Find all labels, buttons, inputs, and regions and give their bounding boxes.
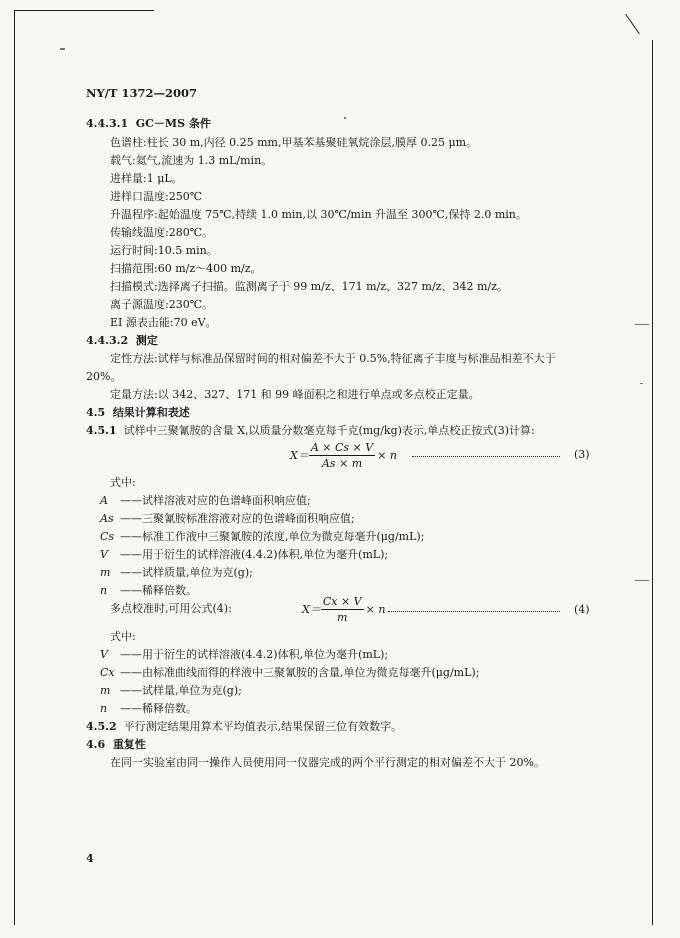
standard-number: NY/T 1372—2007 — [86, 86, 197, 100]
equation-rhs: × n — [377, 448, 398, 462]
multi-point-calibration-text: 多点校准时,可用公式(4): — [110, 602, 232, 615]
section-number: 4.4.3.2 — [86, 334, 129, 347]
symbol-description: ——用于衍生的试样溶液(4.4.2)体积,单位为毫升(mL); — [120, 548, 389, 561]
gc-ms-condition-line: 扫描范围:60 m/z～400 m/z。 — [110, 262, 262, 275]
gc-ms-condition-line: 载气:氦气,流速为 1.3 mL/min。 — [110, 154, 273, 167]
symbol: As — [100, 512, 114, 525]
where-item — [100, 564, 253, 580]
section-title: 结果计算和表述 — [112, 406, 190, 419]
where-label: 式中: — [110, 476, 136, 489]
where-item — [100, 646, 388, 662]
gc-ms-condition-line: 离子源温度:230℃。 — [110, 298, 214, 311]
fraction-numerator: A × Cs × V — [310, 440, 374, 454]
where-item — [100, 664, 479, 680]
equation-3 — [290, 438, 397, 472]
equation-lhs: X＝ — [290, 449, 309, 462]
symbol-description: ——试样量,单位为克(g); — [120, 684, 242, 697]
scan-mark-3 — [635, 324, 649, 325]
section-body: 平行测定结果用算术平均值表示,结果保留三位有效数字。 — [123, 720, 403, 733]
where-item — [100, 492, 311, 508]
fraction-denominator: As × m — [321, 456, 363, 470]
gc-ms-condition-line: 运行时间:10.5 min。 — [110, 244, 218, 257]
gc-ms-condition-line: 传输线温度:280℃。 — [110, 226, 214, 239]
symbol-description: ——由标准曲线而得的样液中三聚氰胺的含量,单位为微克每毫升(μg/mL); — [120, 666, 480, 679]
where-item — [100, 528, 424, 544]
section-title: GC－MS 条件 — [135, 117, 211, 130]
equation-leader-dots — [412, 456, 560, 457]
where-item — [100, 510, 355, 526]
where-item — [100, 582, 197, 598]
section-title: 测定 — [135, 334, 158, 347]
section-number: 4.5.2 — [86, 720, 117, 733]
where-item — [100, 700, 197, 716]
scan-mark-4 — [635, 580, 649, 581]
equation-lhs: X＝ — [302, 603, 321, 616]
symbol-description: ——稀释倍数。 — [120, 584, 197, 597]
symbol-description: ——用于衍生的试样溶液(4.4.2)体积,单位为毫升(mL); — [120, 648, 389, 661]
section-number: 4.5 — [86, 406, 106, 419]
fraction-denominator: m — [337, 610, 348, 624]
section-title: 重复性 — [112, 738, 146, 751]
fraction-numerator: Cx × V — [322, 594, 362, 608]
section-45-heading — [86, 404, 190, 420]
section-number: 4.6 — [86, 738, 106, 751]
equation-tag: (3) — [574, 448, 590, 461]
gc-ms-condition-line: EI 源表击能:70 eV。 — [110, 316, 217, 329]
equation-4 — [302, 592, 385, 626]
section-452-text — [86, 718, 402, 734]
scan-edge-left — [14, 10, 15, 925]
symbol-description: ——稀释倍数。 — [120, 702, 197, 715]
gc-ms-condition-line: 色谱柱:柱长 30 m,内径 0.25 mm,甲基苯基聚硅氧烷涂层,膜厚 0.25 μm。 — [110, 136, 478, 149]
scan-edge-top — [14, 10, 154, 11]
where-item — [100, 546, 388, 562]
section-451-text — [86, 422, 535, 438]
where-label: 式中: — [110, 630, 136, 643]
gc-ms-condition-line: 扫描模式:选择离子扫描。监测离子于 99 m/z、171 m/z、327 m/z、342 m/z。 — [110, 280, 508, 293]
section-body: 试样中三聚氰胺的含量 X,以质量分数毫克每千克(mg/kg)表示,单点校正按式(3)计算: — [123, 424, 535, 437]
quantitative-method: 定量方法:以 342、327、171 和 99 峰面积之和进行单点或多点校正定量。 — [110, 388, 480, 401]
symbol-description: ——试样溶液对应的色谱峰面积响应值; — [120, 494, 311, 507]
symbol: m — [100, 566, 111, 579]
symbol: n — [100, 584, 108, 597]
equation-leader-dots — [388, 611, 560, 612]
qualitative-method-line-2: 20%。 — [86, 370, 122, 383]
scan-edge-corner — [625, 14, 640, 34]
scan-mark-5 — [640, 383, 643, 384]
symbol-description: ——试样质量,单位为克(g); — [120, 566, 253, 579]
scan-edge-right — [652, 40, 653, 925]
repeatability-text: 在同一实验室由同一操作人员使用同一仪器完成的两个平行测定的相对偏差不大于 20%。 — [110, 756, 545, 769]
symbol: n — [100, 702, 108, 715]
section-4432-heading — [86, 332, 158, 348]
equation-fraction — [309, 441, 375, 470]
section-number: 4.4.3.1 — [86, 117, 129, 130]
scan-mark-2 — [344, 117, 346, 119]
section-46-heading — [86, 736, 146, 752]
equation-fraction — [321, 595, 364, 624]
symbol: Cs — [100, 530, 115, 543]
where-item — [100, 682, 242, 698]
section-number: 4.5.1 — [86, 424, 117, 437]
symbol: Cx — [100, 666, 115, 679]
symbol: m — [100, 684, 111, 697]
gc-ms-condition-line: 升温程序:起始温度 75℃,持续 1.0 min,以 30℃/min 升温至 300℃,保持 2.0 min。 — [110, 208, 527, 221]
qualitative-method-line-1: 定性方法:试样与标准品保留时间的相对偏差不大于 0.5%,特征离子丰度与标准品相差不大于 — [110, 352, 556, 365]
symbol: V — [100, 548, 108, 561]
page-number: 4 — [86, 852, 94, 865]
section-4431-heading — [86, 115, 211, 131]
symbol-description: ——三聚氰胺标准溶液对应的色谱峰面积响应值; — [120, 512, 355, 525]
scan-mark-1 — [60, 48, 65, 50]
symbol-description: ——标准工作液中三聚氰胺的浓度,单位为微克每毫升(μg/mL); — [120, 530, 425, 543]
equation-tag: (4) — [574, 603, 590, 616]
equation-rhs: × n — [365, 602, 386, 616]
gc-ms-condition-line: 进样量:1 μL。 — [110, 172, 183, 185]
symbol: A — [100, 494, 108, 507]
gc-ms-condition-line: 进样口温度:250℃ — [110, 190, 203, 203]
symbol: V — [100, 648, 108, 661]
